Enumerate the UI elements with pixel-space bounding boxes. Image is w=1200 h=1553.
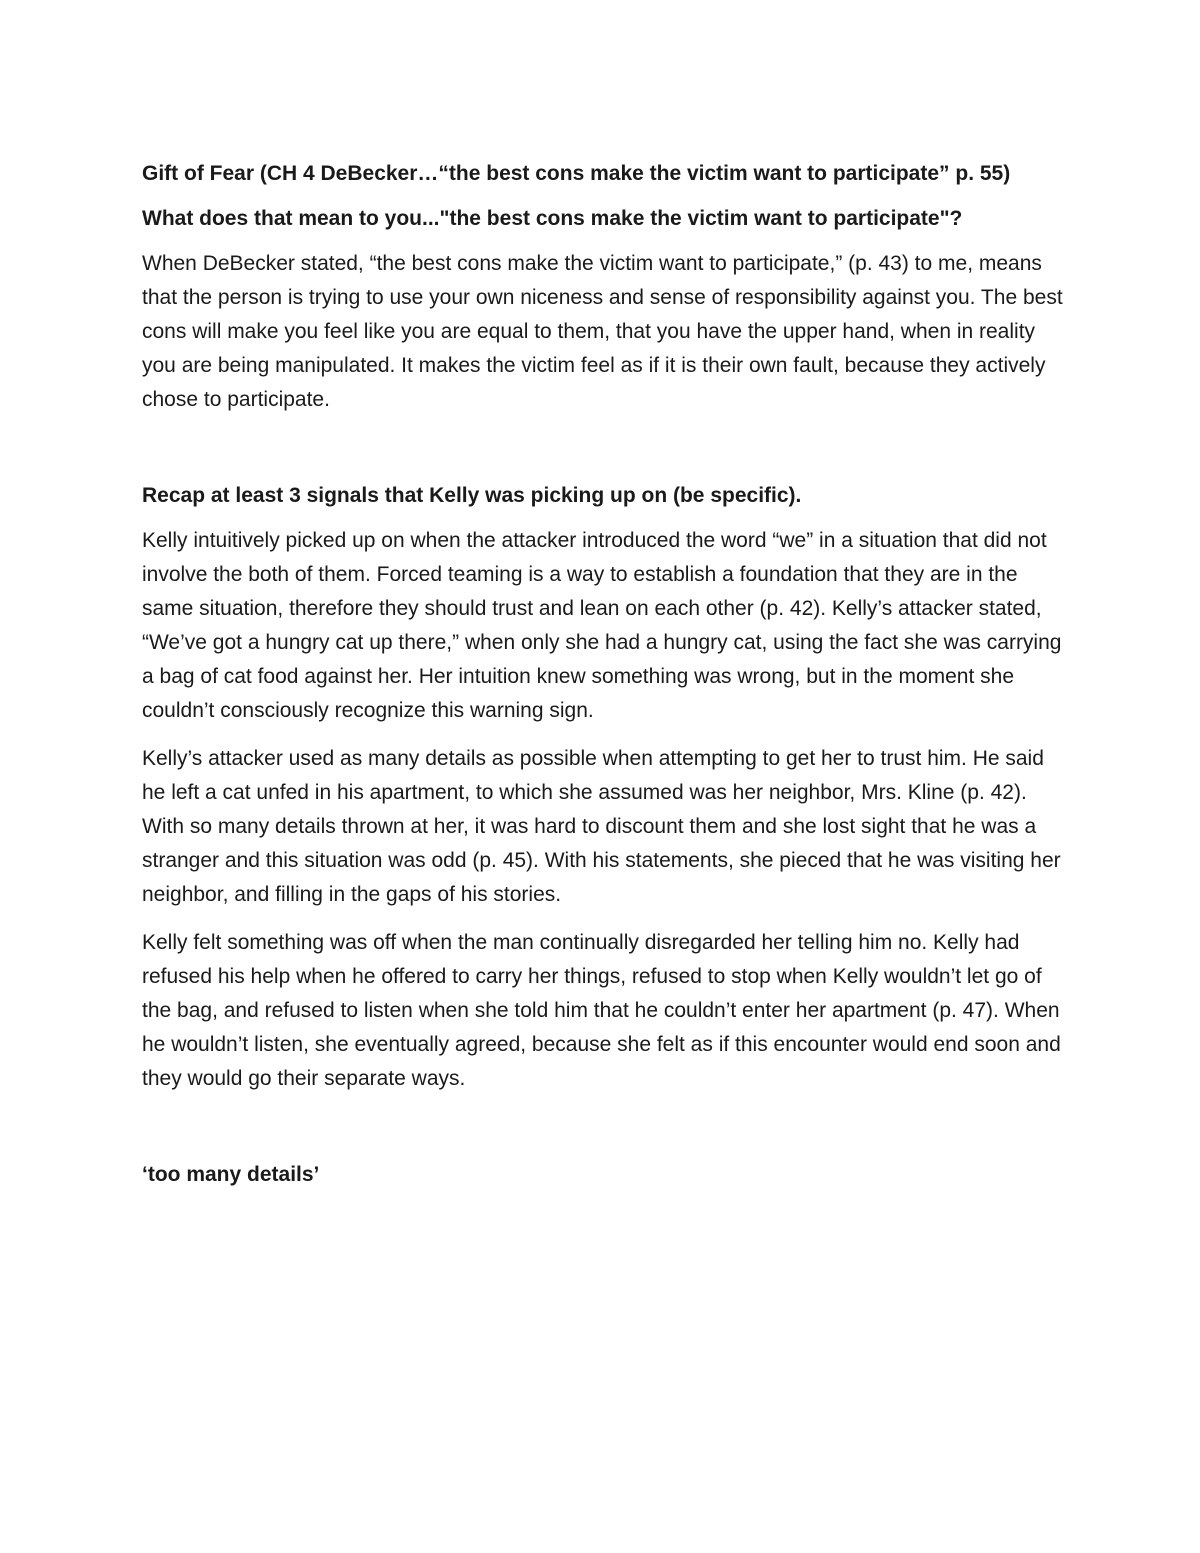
section-spacer xyxy=(142,431,1067,479)
paragraph-signal-forced-teaming: Kelly intuitively picked up on when the attacker introduced the word “we” in a situation that did not involve the both of them. Forced teaming is a way to establish a foundation that they are in the same situation, therefore they should trust and lean on each other (p. 42). Kelly’s attacker stated, “We’ve got a hungry cat up there,” when only she had a hungry cat, using the fact she was carrying a bag of cat food against her. Her intuition knew something was wrong, but in the moment she couldn’t consciously recognize this warning sign. xyxy=(142,529,1062,722)
paragraph-signal-too-many-details: Kelly’s attacker used as many details as possible when attempting to get her to trust him. He said he left a cat unfed in his apartment, to which she assumed was her neighbor, Mrs. Kline (p. 42). With so many details thrown at her, it was hard to discount them and she lost sight that he was a stranger and this situation was odd (p. 45). With his statements, she pieced that he was visiting her neighbor, and filling in the gaps of his stories. xyxy=(142,747,1061,906)
section-heading-signals: Recap at least 3 signals that Kelly was picking up on (be specific). xyxy=(142,484,802,507)
section-heading-meaning: What does that mean to you..."the best cons make the victim want to participate"? xyxy=(142,207,963,230)
document-title: Gift of Fear (CH 4 DeBecker…“the best cons make the victim want to participate” p. 55) xyxy=(142,162,1011,185)
section-heading-too-many-details: ‘too many details’ xyxy=(142,1163,320,1186)
section-spacer xyxy=(142,1110,1067,1158)
document-page xyxy=(142,157,1067,1203)
paragraph-signal-disregarding-no: Kelly felt something was off when the man continually disregarded her telling him no. Kelly had refused his help when he offered to carry her things, refused to stop when Kelly wouldn’t let go of the bag, and refused to listen when she told him that he couldn’t enter her apartment (p. 47). When he wouldn’t listen, she eventually agreed, because she felt as if this encounter would end soon and they would go their separate ways. xyxy=(142,931,1061,1090)
paragraph-meaning-answer: When DeBecker stated, “the best cons make the victim want to participate,” (p. 43) to me, means that the person is trying to use your own niceness and sense of responsibility against you. The best cons will make you feel like you are equal to them, that you have the upper hand, when in reality you are being manipulated. It makes the victim feel as if it is their own fault, because they actively chose to participate. xyxy=(142,252,1063,411)
